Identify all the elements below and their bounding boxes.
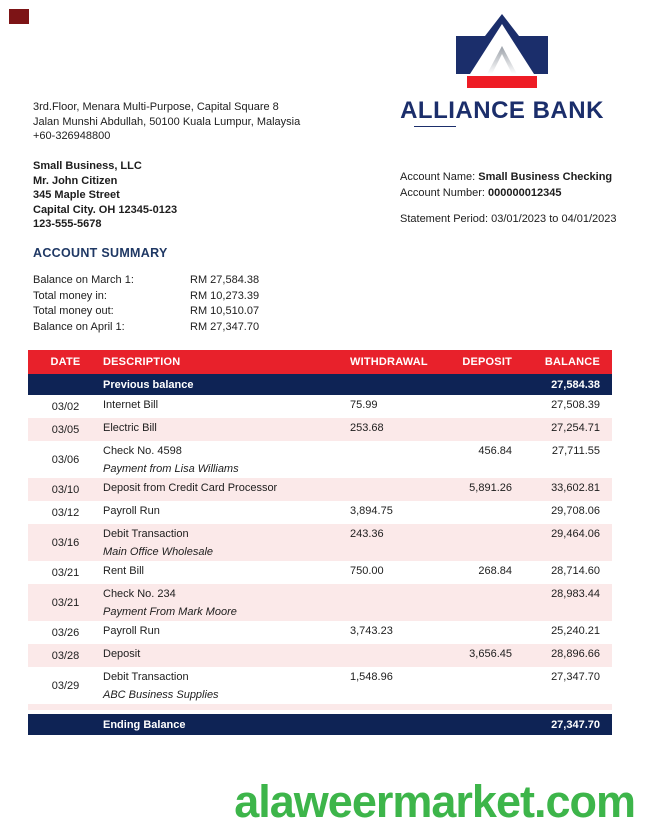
statement-period-row <box>400 211 617 227</box>
customer-address-line: Capital City. OH 12345-0123 <box>33 203 178 216</box>
band-balance: 27,584.38 <box>551 378 600 391</box>
txn-withdrawal: 253.68 <box>350 422 384 434</box>
summary-row <box>33 320 259 336</box>
txn-withdrawal: 75.99 <box>350 399 378 411</box>
txn-withdrawal: 750.00 <box>350 565 384 577</box>
txn-description-sub: ABC Business Supplies <box>103 689 219 701</box>
account-summary-section <box>33 246 259 335</box>
column-header-date: DATE <box>50 356 81 368</box>
txn-balance: 25,240.21 <box>551 625 600 637</box>
txn-description-main: Internet Bill <box>103 399 159 411</box>
bank-name-text: ALLIANCE BANK <box>400 97 604 124</box>
txn-deposit <box>460 528 512 558</box>
txn-description <box>103 528 350 558</box>
txn-description-main: Payroll Run <box>103 625 160 637</box>
txn-deposit <box>460 505 512 521</box>
column-header-withdrawal: WITHDRAWAL <box>350 356 428 368</box>
txn-description-main: Payroll Run <box>103 505 160 517</box>
txn-date: 03/05 <box>51 424 80 436</box>
table-row <box>28 561 612 584</box>
txn-description-main: Check No. 4598 <box>103 445 182 457</box>
txn-deposit: 3,656.45 <box>469 648 512 660</box>
txn-date: 03/06 <box>51 454 80 466</box>
account-number-value: 000000012345 <box>488 187 562 199</box>
bank-address-block <box>33 100 300 144</box>
column-header-description: DESCRIPTION <box>103 356 181 368</box>
table-row <box>28 524 612 561</box>
table-row <box>28 621 612 644</box>
txn-withdrawal <box>350 648 460 664</box>
txn-withdrawal: 1,548.96 <box>350 671 393 683</box>
txn-description-main: Check No. 234 <box>103 588 176 600</box>
band-label: Previous balance <box>103 378 194 391</box>
txn-deposit <box>460 422 512 438</box>
bank-name <box>400 97 604 125</box>
watermark-text: alaweermarket.com <box>234 776 635 827</box>
txn-description <box>103 588 350 618</box>
txn-description-main: Deposit from Credit Card Processor <box>103 482 278 494</box>
txn-date: 03/26 <box>51 627 80 639</box>
txn-description <box>103 565 350 581</box>
table-row <box>28 418 612 441</box>
txn-date: 03/28 <box>51 650 80 662</box>
column-header-balance: BALANCE <box>544 356 600 368</box>
band-label: Ending Balance <box>103 718 186 731</box>
txn-description-sub: Payment from Lisa Williams <box>103 463 239 475</box>
txn-balance: 27,254.71 <box>551 422 600 434</box>
summary-row-label: Balance on March 1: <box>33 274 134 286</box>
txn-description-sub: Main Office Wholesale <box>103 546 214 558</box>
account-name-label: Account Name: <box>400 171 479 183</box>
transactions-header-row <box>28 350 612 374</box>
customer-address-line: 123-555-5678 <box>33 218 102 230</box>
alliance-bank-logo-icon <box>454 12 550 94</box>
txn-description-main: Deposit <box>103 648 141 660</box>
txn-withdrawal: 3,743.23 <box>350 625 393 637</box>
txn-withdrawal <box>350 482 460 498</box>
account-number-label: Account Number: <box>400 187 489 199</box>
txn-description <box>103 625 350 641</box>
txn-balance: 29,464.06 <box>551 528 600 540</box>
txn-description-main: Debit Transaction <box>103 528 189 540</box>
account-summary-title: ACCOUNT SUMMARY <box>33 246 168 260</box>
table-row <box>28 644 612 667</box>
txn-date: 03/12 <box>51 507 80 519</box>
summary-row-value: RM 10,510.07 <box>190 305 260 317</box>
corner-mark <box>9 9 29 24</box>
txn-deposit <box>460 399 512 415</box>
txn-deposit: 268.84 <box>478 565 512 577</box>
txn-deposit <box>460 588 512 618</box>
txn-balance: 28,714.60 <box>551 565 600 577</box>
txn-date: 03/10 <box>51 484 80 496</box>
txn-description-main: Debit Transaction <box>103 671 189 683</box>
txn-balance: 27,711.55 <box>551 445 600 457</box>
customer-address-line: 345 Maple Street <box>33 189 120 201</box>
txn-balance: 27,508.39 <box>551 399 600 411</box>
txn-balance: 29,708.06 <box>551 505 600 517</box>
txn-withdrawal: 3,894.75 <box>350 505 393 517</box>
txn-description <box>103 422 350 438</box>
customer-address-block <box>33 159 177 232</box>
txn-balance: 28,983.44 <box>551 588 600 600</box>
txn-description <box>103 648 350 664</box>
table-row <box>28 478 612 501</box>
txn-description <box>103 671 350 701</box>
txn-description <box>103 505 350 521</box>
bank-address-line: +60-326948800 <box>33 130 111 142</box>
txn-date: 03/02 <box>51 401 80 413</box>
summary-row-value: RM 27,584.38 <box>190 274 260 286</box>
txn-deposit <box>460 671 512 701</box>
customer-address-line: Small Business, LLC <box>33 160 142 172</box>
txn-description <box>103 399 350 415</box>
txn-date: 03/21 <box>51 567 80 579</box>
txn-deposit: 5,891.26 <box>469 482 512 494</box>
band-balance: 27,347.70 <box>551 718 600 731</box>
txn-deposit <box>460 625 512 641</box>
alliance-bank-logo <box>393 12 611 125</box>
txn-balance: 27,347.70 <box>551 671 600 683</box>
bank-address-line: 3rd.Floor, Menara Multi-Purpose, Capital Square 8 <box>33 101 279 113</box>
txn-balance: 28,896.66 <box>551 648 600 660</box>
table-row <box>28 667 612 704</box>
txn-description <box>103 482 350 498</box>
account-info-block <box>400 169 617 227</box>
account-name-value: Small Business Checking <box>478 171 613 183</box>
bank-name-underline <box>414 126 456 127</box>
statement-period-value: 03/01/2023 to 04/01/2023 <box>491 213 617 225</box>
account-name-row <box>400 169 617 185</box>
txn-description <box>103 445 350 475</box>
bank-address-line: Jalan Munshi Abdullah, 50100 Kuala Lumpur, Malaysia <box>33 115 301 128</box>
balance-band-row <box>28 374 612 395</box>
txn-withdrawal <box>350 445 460 475</box>
transactions-body <box>28 374 612 735</box>
summary-row-value: RM 10,273.39 <box>190 289 260 302</box>
customer-address-line: Mr. John Citizen <box>33 174 118 187</box>
statement-period-label: Statement Period: <box>400 213 492 225</box>
txn-date: 03/16 <box>51 537 80 549</box>
txn-description-main: Electric Bill <box>103 422 157 434</box>
summary-row <box>33 273 259 289</box>
txn-withdrawal <box>350 588 460 618</box>
summary-row <box>33 289 259 305</box>
table-row <box>28 441 612 478</box>
column-header-deposit: DEPOSIT <box>462 356 512 368</box>
table-row <box>28 501 612 524</box>
summary-row-label: Total money out: <box>33 305 114 317</box>
txn-date: 03/21 <box>51 597 80 609</box>
summary-row-label: Balance on April 1: <box>33 320 125 333</box>
summary-row <box>33 304 259 320</box>
txn-balance: 33,602.81 <box>551 482 600 494</box>
account-number-row <box>400 185 617 201</box>
table-row <box>28 395 612 418</box>
summary-row-value: RM 27,347.70 <box>190 320 260 333</box>
table-row <box>28 584 612 621</box>
account-summary-rows <box>33 273 259 335</box>
txn-description-main: Rent Bill <box>103 565 144 577</box>
balance-band-row <box>28 714 612 735</box>
summary-row-label: Total money in: <box>33 289 107 302</box>
txn-description-sub: Payment From Mark Moore <box>103 606 237 618</box>
txn-date: 03/29 <box>51 680 80 692</box>
txn-withdrawal: 243.36 <box>350 528 384 540</box>
transactions-table <box>28 350 612 735</box>
txn-deposit: 456.84 <box>478 445 512 457</box>
